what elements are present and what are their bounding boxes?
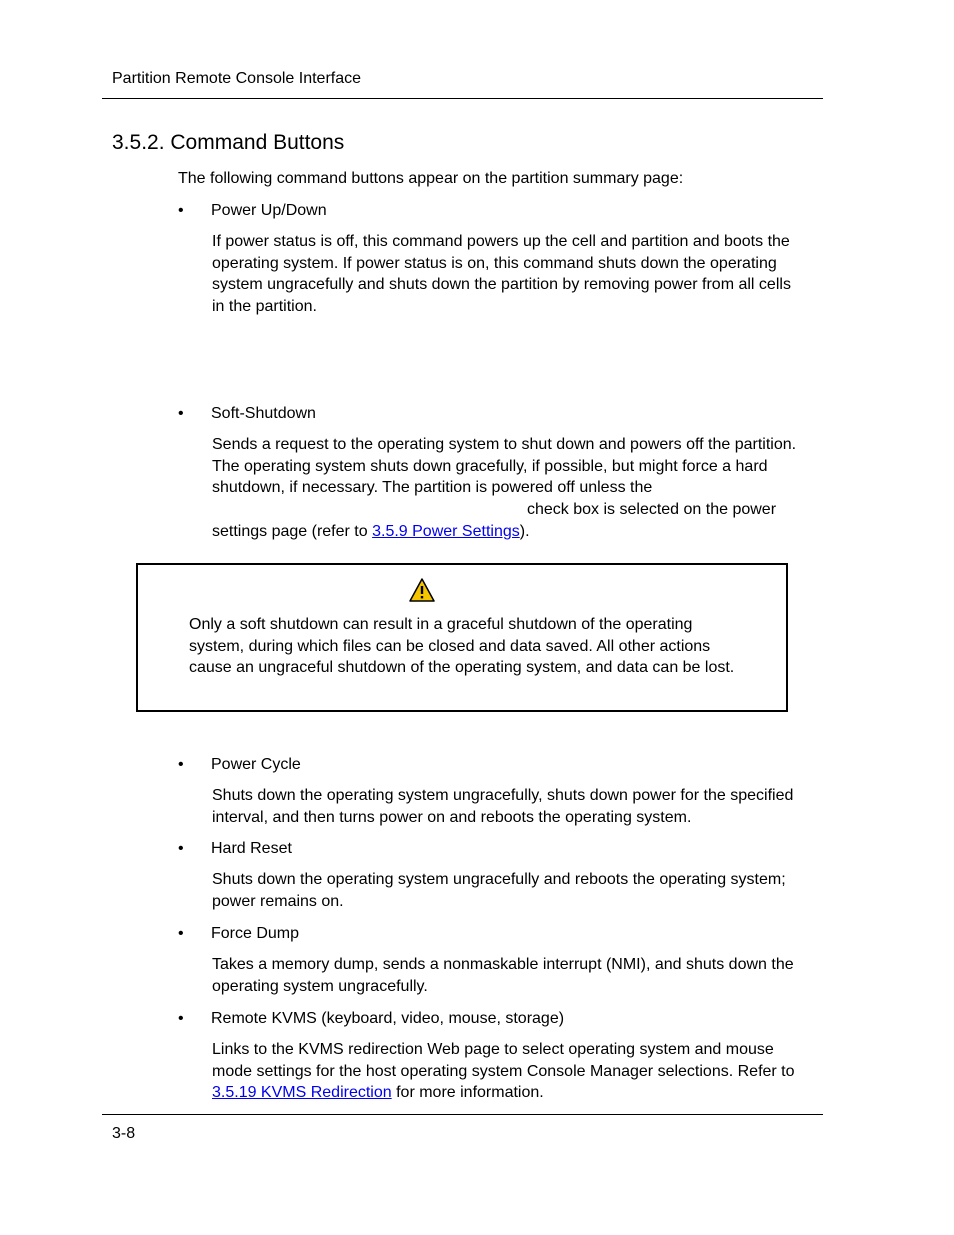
text-line (212, 1082, 817, 1104)
text-line: Sends a request to the operating system to shut down and powers off the partition. (212, 436, 797, 453)
item-description (212, 954, 817, 997)
running-header: Partition Remote Console Interface (112, 70, 362, 87)
text-line: The operating system shuts down gracefully, if possible, but might force a hard (212, 457, 768, 475)
text-line: check box is selected on the power (527, 501, 777, 519)
item-label: Soft-Shutdown (211, 405, 316, 422)
footer-rule (102, 1114, 823, 1115)
warning-icon (409, 578, 435, 602)
kvms-redirection-link[interactable]: 3.5.19 KVMS Redirection (212, 1084, 392, 1102)
item-label: Remote KVMS (keyboard, video, mouse, storage) (211, 1010, 565, 1027)
bullet-glyph: • (178, 405, 184, 422)
power-settings-link[interactable]: 3.5.9 Power Settings (372, 522, 520, 540)
bullet-glyph: • (178, 1010, 184, 1027)
text-line: Links to the KVMS redirection Web page to select operating system and mouse (212, 1041, 774, 1058)
text-fragment: ). (519, 522, 530, 540)
item-description (212, 1039, 817, 1104)
text-line: Takes a memory dump, sends a nonmaskable interrupt (NMI), and shuts down the (212, 956, 794, 973)
section-title: 3.5.2. Command Buttons (112, 131, 345, 154)
section-intro: The following command buttons appear on the partition summary page: (178, 170, 684, 187)
caution-text (189, 614, 769, 679)
item-description (212, 434, 817, 543)
item-label: Force Dump (211, 925, 300, 942)
text-line: system ungracefully and shuts down the partition by removing power from all cells (212, 276, 791, 294)
page-number: 3-8 (112, 1125, 136, 1142)
text-line (212, 521, 817, 543)
item-description (212, 869, 817, 912)
text-line: cause an ungraceful shutdown of the operating system, and data can be lost. (189, 659, 735, 677)
bullet-glyph: • (178, 756, 184, 773)
text-line: interval, and then turns power on and reboots the operating system. (212, 808, 692, 826)
item-label: Power Cycle (211, 756, 301, 773)
item-label: Hard Reset (211, 840, 292, 857)
bullet-glyph: • (178, 925, 184, 942)
item-description (212, 785, 817, 828)
text-line: system, during which files can be closed and data saved. All other actions (189, 637, 711, 655)
bullet-glyph: • (178, 202, 184, 219)
text-line: Shuts down the operating system ungracefully and reboots the operating system; (212, 871, 786, 888)
text-line: operating system ungracefully. (212, 977, 428, 995)
text-line: mode settings for the host operating system Console Manager selections. Refer to (212, 1062, 795, 1080)
text-fragment: for more information. (391, 1084, 544, 1102)
text-line: Only a soft shutdown can result in a graceful shutdown of the operating (189, 616, 693, 633)
text-line: shutdown, if necessary. The partition is powered off unless the (212, 479, 653, 497)
text-fragment: settings page (refer to (212, 522, 373, 540)
text-line: operating system. If power status is on, this command shuts down the operating (212, 254, 777, 272)
text-line: in the partition. (212, 298, 317, 316)
text-line: If power status is off, this command powers up the cell and partition and boots the (212, 233, 790, 250)
text-line: Shuts down the operating system ungracefully, shuts down power for the specified (212, 787, 794, 804)
item-description (212, 231, 817, 318)
bullet-glyph: • (178, 840, 184, 857)
text-line: power remains on. (212, 892, 344, 910)
header-rule (102, 98, 823, 99)
item-label: Power Up/Down (211, 202, 327, 219)
